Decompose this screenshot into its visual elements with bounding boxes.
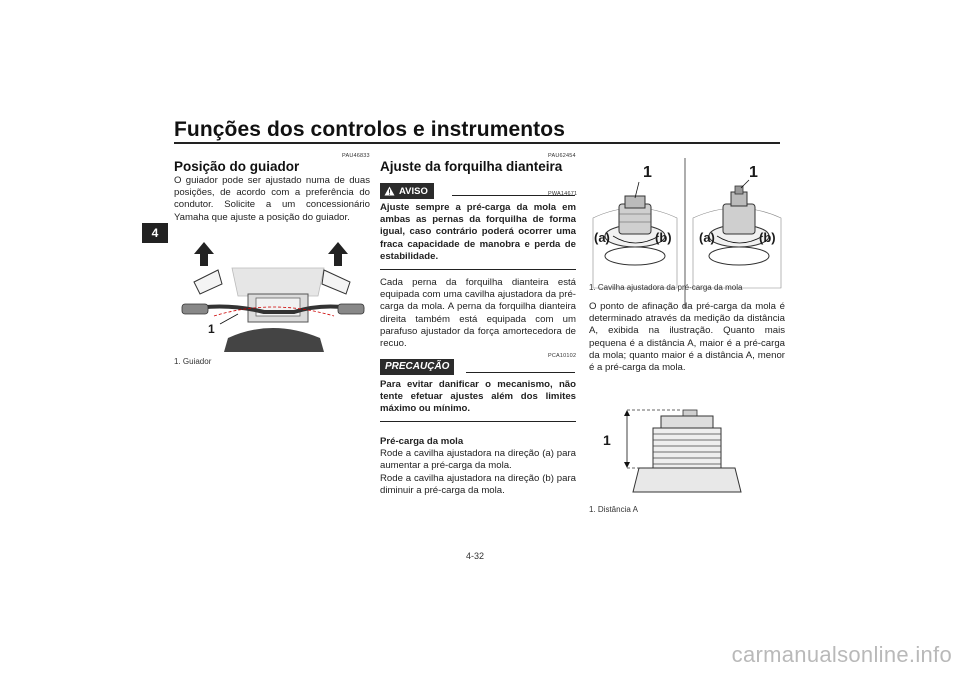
aviso-badge [380, 183, 434, 199]
page-number: 4-32 [466, 551, 485, 561]
section-heading: Ajuste da forquilha dianteira [380, 159, 563, 174]
chapter-tab[interactable]: 4 [142, 223, 168, 243]
fig-label-a: (a) [699, 230, 715, 245]
section-code: PAU62454 [548, 153, 576, 159]
figure-caption: 1. Cavilha ajustadora da pré-carga da mola [589, 283, 743, 292]
aviso-text: Ajuste sempre a pré-carga da mola em ambas as pernas da forquilha de forma igual, caso contrário poderá ocorrer uma fraca capacidade de manobra e perda de estabilidade. [380, 202, 576, 262]
fig-label-b: (b) [759, 230, 776, 245]
fig-callout: 1 [603, 432, 611, 448]
distance-figure [589, 402, 785, 498]
instruction-line: Rode a cavilha ajustadora na direção (a) para aumentar a pré-carga da mola. [380, 448, 576, 472]
warning-icon [384, 186, 395, 196]
section-paragraph: O ponto de afinação da pré-carga da mola é determinado através da medição da distância A, exibida na ilustração. Quanto mais pequena é a distância A, maior é a pré-carga da mola; quanto maior é a distância A, menor é a pré-carga da mola. [589, 301, 785, 374]
fig-callout-right: 1 [749, 164, 758, 181]
aviso-bottom-rule [380, 269, 576, 270]
fig-callout-left: 1 [643, 164, 652, 181]
fig-label-a: (a) [594, 230, 610, 245]
page-title: Funções dos controlos e instrumentos [174, 118, 565, 141]
precaucao-rule [466, 372, 575, 373]
fig-label-b: (b) [655, 230, 672, 245]
section-paragraph: Cada perna da forquilha dianteira está equipada com uma cavilha ajustadora da pré-carga da mola. A perna da forquilha dianteira direita também está equipada com um parafuso ajustador da força amortecedora de recuo. [380, 277, 576, 350]
precaucao-text: Para evitar danificar o mecanismo, não tente efetuar ajustes além dos limites máximo ou mínimo. [380, 379, 576, 415]
precaucao-badge: PRECAUÇÃO [380, 359, 454, 375]
subheading: Pré-carga da mola [380, 436, 464, 447]
watermark: carmanualsonline.info [731, 642, 952, 667]
section-paragraph: O guiador pode ser ajustado numa de duas posições, de acordo com a preferência do condutor. Solicite a um concessionário Yamaha que ajuste a posição do guiador. [174, 175, 370, 223]
figure-callout: 1 [208, 322, 215, 336]
header-rule [174, 142, 780, 144]
section-code: PAU46833 [342, 153, 370, 159]
figure-caption: 1. Distância A [589, 505, 638, 514]
handlebar-figure [174, 238, 370, 352]
aviso-label: AVISO [399, 185, 428, 197]
precaucao-code: PCA10102 [548, 353, 577, 359]
figure-caption: 1. Guiador [174, 357, 212, 366]
section-heading: Posição do guiador [174, 159, 300, 174]
aviso-code: PWA14671 [548, 191, 578, 197]
precaucao-bottom-rule [380, 421, 576, 422]
instruction-line: Rode a cavilha ajustadora na direção (b) para diminuir a pré-carga da mola. [380, 473, 576, 497]
